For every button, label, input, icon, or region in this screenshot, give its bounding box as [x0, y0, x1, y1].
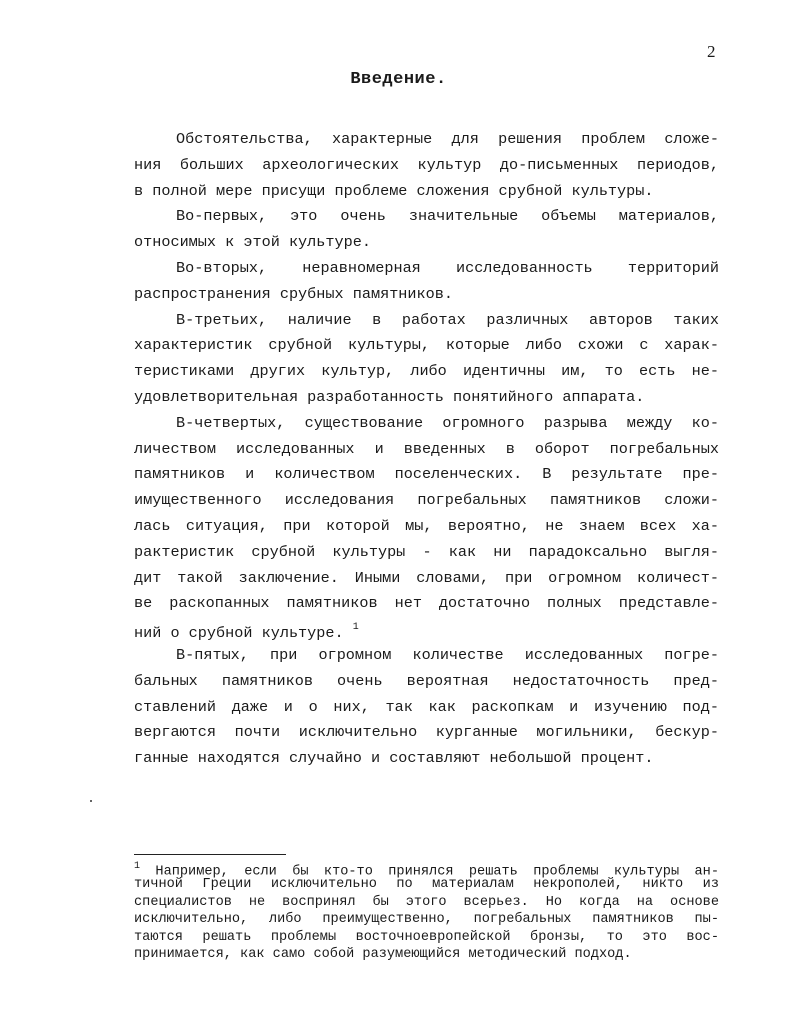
body-line [134, 359, 719, 385]
footnote-line-text: Например, если бы кто-то принялся решать проблемы культуры ан- [155, 864, 719, 880]
body-line [134, 437, 719, 463]
footnote-line [134, 894, 719, 911]
body-line-text: В-третьих, наличие в работах различных авторов таких [176, 310, 719, 329]
footnote-line [134, 929, 719, 946]
body-line [134, 566, 719, 592]
footnote-line [134, 876, 719, 893]
footnote-line-text: специалистов не воспринял бы этого всерьез. Но когда на основе [134, 894, 719, 910]
footnote-line-text: принимается, как само собой разумеющийся методический подход. [134, 946, 632, 962]
scan-speck [90, 800, 92, 802]
body-line [134, 669, 719, 695]
body-line-text: относимых к этой культуре. [134, 233, 371, 252]
footnote-marker: 1 [134, 861, 141, 872]
footnote-line-text: тичной Греции исключительно по материалам некрополей, никто из [134, 877, 719, 893]
body-line [134, 333, 719, 359]
footnote-line [134, 946, 719, 963]
body-line-text: личеством исследованных и введенных в оборот погребальных [134, 439, 719, 458]
body-line-text: дит такой заключение. Иными словами, при огромном количест- [134, 568, 719, 587]
body-line [134, 230, 719, 256]
body-line [134, 617, 719, 643]
body-line [134, 695, 719, 721]
body-line-text: ния больших археологических культур до-письменных периодов, [134, 155, 719, 174]
footnote-line [134, 859, 719, 880]
body-line [134, 462, 719, 488]
body-line [134, 514, 719, 540]
body-line-text: ний о срубной культуре. [134, 624, 344, 643]
body-line [134, 720, 719, 746]
body-line [134, 385, 719, 411]
page-number: 2 [707, 42, 716, 61]
body-line-text: бальных памятников очень вероятная недостаточность пред- [134, 671, 719, 690]
body-line [134, 746, 719, 772]
section-title: Введение. [350, 70, 447, 89]
body-line-text: теристиками других культур, либо идентичны им, то есть не- [134, 362, 719, 381]
body-line [134, 308, 719, 334]
body-line-text: рактеристик срубной культуры - как ни парадоксально выгля- [134, 542, 719, 561]
body-text [134, 127, 719, 772]
body-line [134, 256, 719, 282]
body-line [134, 127, 719, 153]
body-line-text: памятников и количеством поселенческих. В результате пре- [134, 465, 719, 484]
footnote-line-text: исключительно, либо преимущественно, погребальных памятников пы- [134, 912, 719, 928]
body-line-text: Обстоятельства, характерные для решения проблем сложе- [176, 130, 719, 148]
body-line-text: лась ситуация, при которой мы, вероятно, не знаем всех ха- [134, 516, 719, 535]
body-line-text: ве раскопанных памятников нет достаточно полных представле- [134, 594, 719, 613]
body-line-text: характеристик срубной культуры, которые либо схожи с харак- [134, 336, 719, 355]
body-line-text: ставлений даже и о них, так как раскопкам и изучению под- [134, 697, 719, 716]
footnote-line [134, 911, 719, 928]
body-line-text: В-четвертых, существование огромного разрыва между ко- [176, 413, 719, 432]
body-line-text: ганные находятся случайно и составляют небольшой процент. [134, 749, 654, 768]
body-line [134, 540, 719, 566]
body-line [134, 591, 719, 617]
body-line [134, 282, 719, 308]
footnote-reference: 1 [352, 622, 359, 634]
body-line-text: распространения срубных памятников. [134, 284, 453, 303]
body-line-text: Во-первых, это очень значительные объемы материалов, [176, 207, 719, 226]
body-line-text: В-пятых, при огромном количестве исследованных погре- [176, 645, 719, 664]
body-line [134, 153, 719, 179]
body-line [134, 488, 719, 514]
body-line [134, 179, 719, 205]
body-line-text: имущественного исследования погребальных памятников сложи- [134, 491, 719, 510]
footnote-line-text: таются решать проблемы восточноевропейской бронзы, то это вос- [134, 929, 719, 945]
footnote [134, 859, 719, 963]
body-line [134, 411, 719, 437]
body-line-text: удовлетворительная разработанность понятийного аппарата. [134, 387, 645, 406]
body-line-text: Во-вторых, неравномерная исследованность территорий [176, 258, 719, 277]
body-line-text: в полной мере присущи проблеме сложения срубной культуры. [134, 181, 654, 200]
body-line [134, 204, 719, 230]
footnote-separator [134, 854, 286, 855]
body-line-text: вергаются почти исключительно курганные могильники, бескур- [134, 723, 719, 742]
body-line [134, 643, 719, 669]
